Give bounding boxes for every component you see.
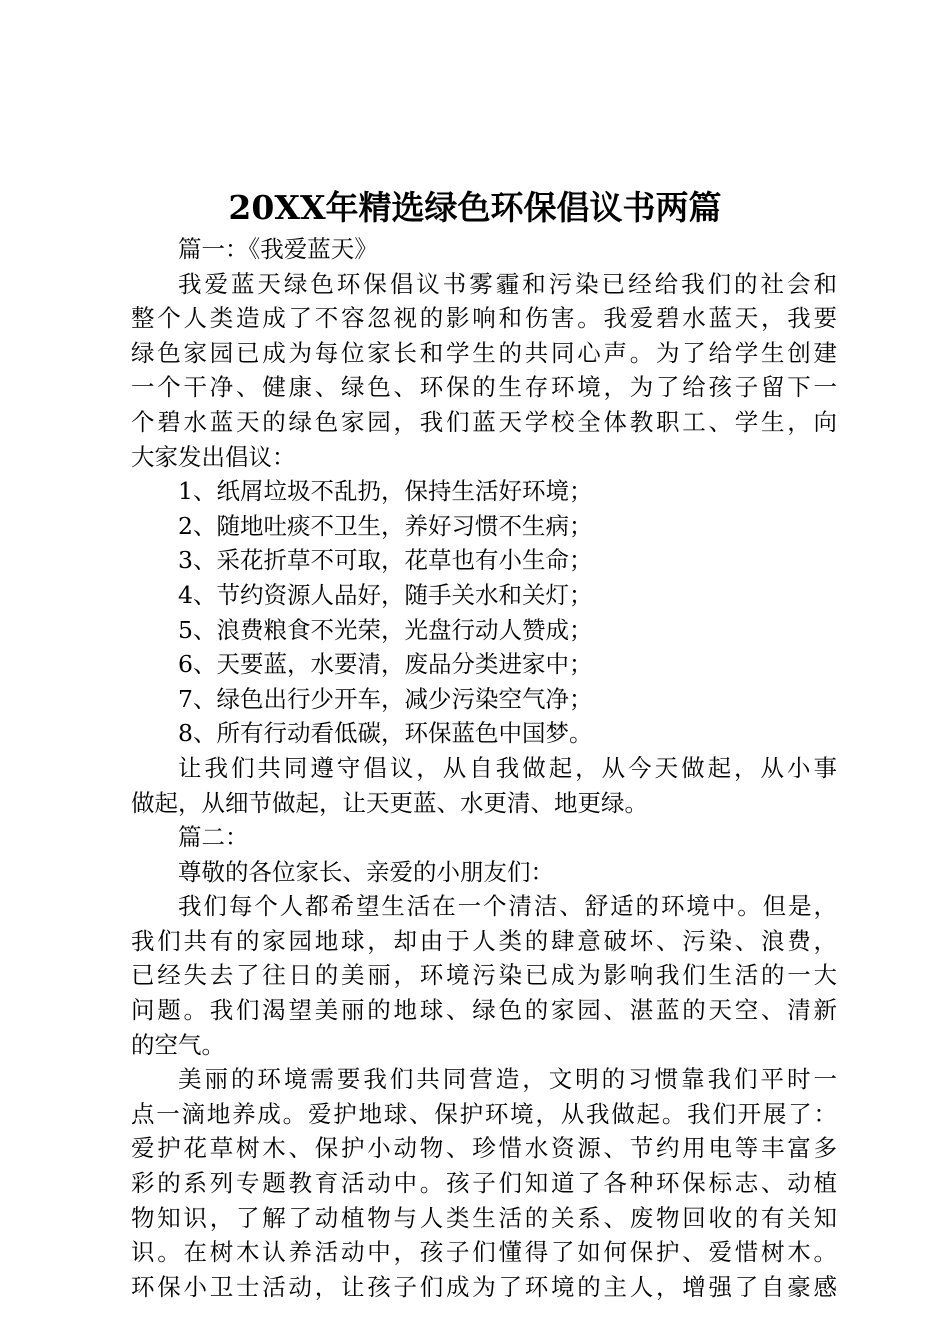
paragraph-line: 我们共有的家园地球，却由于人类的肆意破坏、污染、浪费， (131, 926, 837, 955)
paragraph-line: 5、浪费粮食不光荣，光盘行动人赞成； (178, 615, 593, 644)
paragraph-line: 做起，从细节做起，让天更蓝、水更清、地更绿。 (131, 788, 648, 817)
paragraph-line: 大家发出倡议： (131, 442, 296, 471)
paragraph-line: 7、绿色出行少开车，减少污染空气净； (178, 684, 593, 713)
paragraph-line: 1、纸屑垃圾不乱扔，保持生活好环境； (178, 477, 593, 506)
paragraph-line: 绿色家园已成为每位家长和学生的共同心声。为了给学生创建 (131, 338, 837, 367)
document-body (131, 232, 837, 1304)
paragraph-line: 我们每个人都希望生活在一个清洁、舒适的环境中。但是， (178, 892, 837, 921)
paragraph-line: 美丽的环境需要我们共同营造，文明的习惯靠我们平时一 (178, 1065, 837, 1094)
paragraph-line: 的空气。 (131, 1030, 225, 1059)
paragraph-line: 篇二： (178, 823, 249, 852)
paragraph-line: 环保小卫士活动，让孩子们成为了环境的主人，增强了自豪感 (131, 1272, 837, 1301)
paragraph-line: 6、天要蓝，水要清，废品分类进家中； (178, 650, 593, 679)
paragraph-line: 爱护花草树木、保护小动物、珍惜水资源、节约用电等丰富多 (131, 1134, 837, 1163)
paragraph-line: 尊敬的各位家长、亲爱的小朋友们： (178, 857, 554, 886)
paragraph-line: 个碧水蓝天的绿色家园，我们蓝天学校全体教职工、学生，向 (131, 407, 837, 436)
paragraph-line: 识。在树木认养活动中，孩子们懂得了如何保护、爱惜树木。 (131, 1238, 837, 1267)
paragraph-line: 物知识，了解了动植物与人类生活的关系、废物回收的有关知 (131, 1203, 837, 1232)
paragraph-line: 一个干净、健康、绿色、环保的生存环境，为了给孩子留下一 (131, 373, 837, 402)
paragraph-line: 整个人类造成了不容忽视的影响和伤害。我爱碧水蓝天，我要 (131, 304, 837, 333)
paragraph-line: 点一滴地养成。爱护地球、保护环境，从我做起。我们开展了： (131, 1099, 837, 1128)
paragraph-line: 2、随地吐痰不卫生，养好习惯不生病； (178, 511, 593, 540)
paragraph-line: 8、所有行动看低碳，环保蓝色中国梦。 (178, 719, 593, 748)
paragraph-line: 彩的系列专题教育活动中。孩子们知道了各种环保标志、动植 (131, 1169, 837, 1198)
paragraph-line: 篇一：《我爱蓝天》 (178, 235, 378, 263)
paragraph-line: 我爱蓝天绿色环保倡议书雾霾和污染已经给我们的社会和 (178, 269, 837, 298)
paragraph-line: 3、采花折草不可取，花草也有小生命； (178, 546, 593, 575)
paragraph-line: 让我们共同遵守倡议，从自我做起，从今天做起，从小事 (178, 753, 837, 782)
paragraph-line: 已经失去了往日的美丽，环境污染已成为影响我们生活的一大 (131, 961, 837, 990)
document-title: 20XX年精选绿色环保倡议书两篇 (228, 188, 722, 227)
paragraph-line: 问题。我们渴望美丽的地球、绿色的家园、湛蓝的天空、清新 (131, 996, 837, 1025)
paragraph-line: 4、节约资源人品好，随手关水和关灯； (178, 580, 593, 609)
